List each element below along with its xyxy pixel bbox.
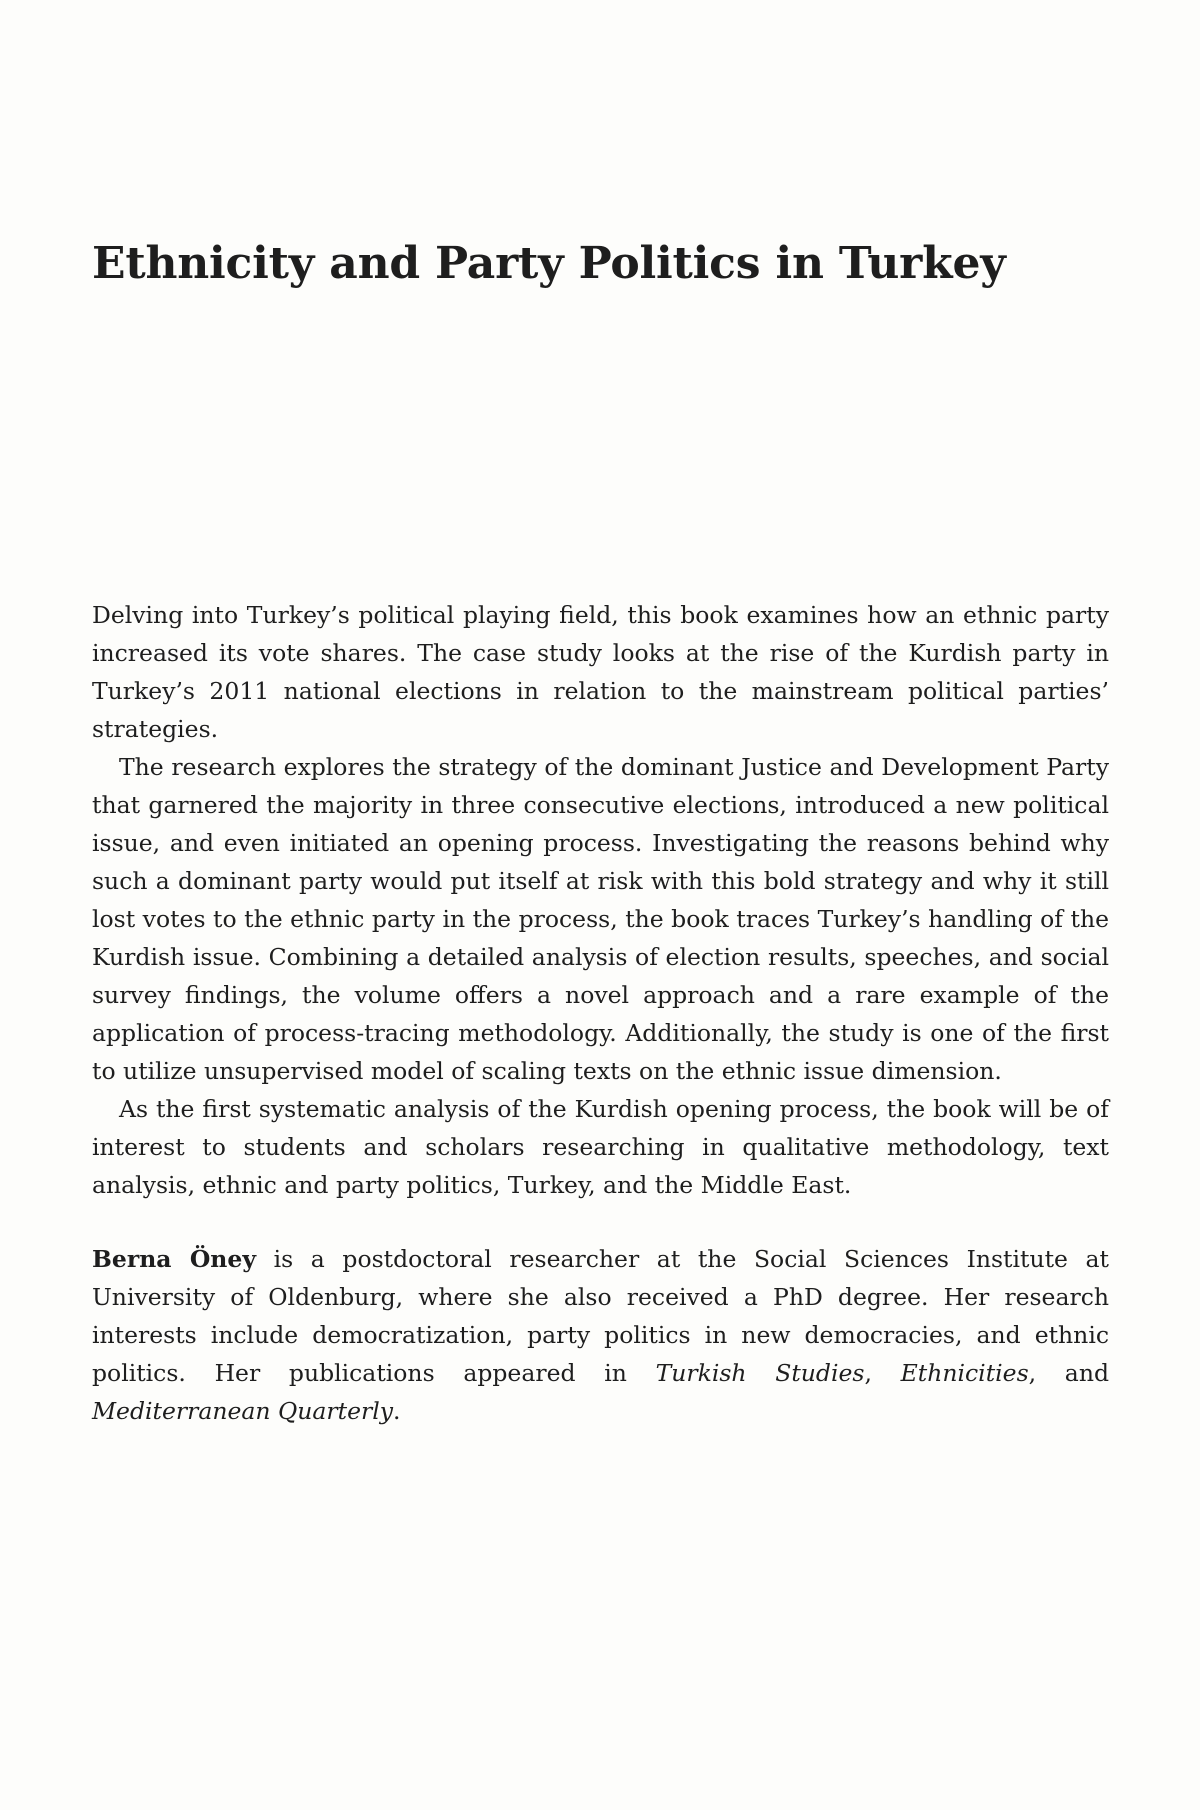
page-title: Ethnicity and Party Politics in Turkey	[92, 238, 1006, 289]
journal-title: Ethnicities	[900, 1359, 1029, 1387]
book-page	[92, 0, 1109, 1810]
separator: ,	[864, 1359, 901, 1387]
journal-title: Mediterranean Quarterly	[92, 1397, 394, 1425]
book-description	[92, 596, 1109, 1204]
journal-title: Turkish Studies	[655, 1359, 865, 1387]
bio-end: .	[393, 1397, 401, 1425]
description-paragraph: As the first systematic analysis of the Kurdish opening process, the book will be of interest to students and scholars researching in qualitative methodology, text analysis, ethnic and party politics, Turkey, and the Middle East.	[92, 1095, 1109, 1199]
separator: , and	[1028, 1359, 1109, 1387]
author-name: Berna Öney	[92, 1245, 256, 1273]
author-bio-text: is a postdoctoral researcher at the Social Sciences Institute at University of Oldenburg, where she also received a PhD degree. Her research interests include democratization, party politics in new democracies, and ethnic politics. Her publications appeared in	[92, 1245, 1109, 1387]
author-bio	[92, 1240, 1109, 1430]
description-paragraph: Delving into Turkey’s political playing field, this book examines how an ethnic party increased its vote shares. The case study looks at the rise of the Kurdish party in Turkey’s 2011 national elections in relation to the mainstream political parties’ strategies.	[92, 601, 1109, 743]
description-paragraph: The research explores the strategy of the dominant Justice and Development Party that garnered the majority in three consecutive elections, introduced a new political issue, and even initiated an opening process. Investigating the reasons behind why such a dominant party would put itself at risk with this bold strategy and why it still lost votes to the ethnic party in the process, the book traces Turkey’s handling of the Kurdish issue. Combining a detailed analysis of election results, speeches, and social survey findings, the volume offers a novel approach and a rare example of the application of process-tracing methodology. Additionally, the study is one of the first to utilize unsupervised model of scaling texts on the ethnic issue dimension.	[92, 753, 1109, 1085]
